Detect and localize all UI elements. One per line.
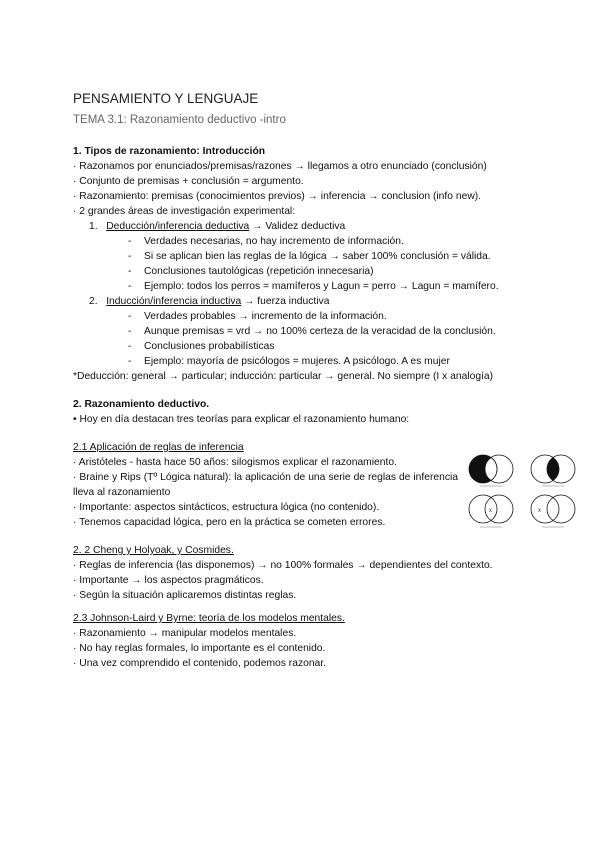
- bullet: · 2 grandes áreas de investigación experimental:: [73, 206, 296, 217]
- svg-text:x: x: [489, 508, 492, 514]
- list-item-induccion: 2. Inducción/inferencia inductiva → fuerza inductiva: [89, 296, 330, 307]
- deduccion-label: Deducción/inferencia deductiva: [106, 221, 250, 232]
- bullet: · Reglas de inferencia (las disponemos) → no 100% formales → dependientes del contexto.: [73, 560, 493, 571]
- sub-item: - Ejemplo: todos los perros = mamíferos y Lagun = perro → Lagun = mamífero.: [128, 281, 499, 292]
- venn-diagram-3: [469, 495, 513, 527]
- bullet: · Importante → los aspectos pragmáticos.: [73, 575, 264, 586]
- bullet: · Tenemos capacidad lógica, pero en la práctica se cometen errores.: [73, 517, 386, 528]
- svg-text:x: x: [538, 508, 541, 514]
- venn-diagram-1: [469, 455, 513, 486]
- list-item-deduccion: 1. Deducción/inferencia deductiva → Validez deductiva: [89, 221, 346, 232]
- venn-diagram-4: [531, 495, 575, 527]
- document-title: PENSAMIENTO Y LENGUAJE: [73, 91, 259, 106]
- note: *Deducción: general → particular; inducción: particular → general. No siempre (I x analogía): [73, 371, 494, 382]
- bullet: · Razonamiento → manipular modelos mentales.: [73, 628, 297, 639]
- bullet: · Razonamiento: premisas (conocimientos previos) → inferencia → conclusion (info new).: [73, 191, 482, 202]
- document-body: [73, 144, 543, 671]
- subsection-2-1-heading: 2.1 Aplicación de reglas de inferencia: [73, 442, 244, 453]
- sub-item: - Conclusiones tautológicas (repetición innecesaria): [128, 266, 374, 277]
- venn-diagram-2: [531, 455, 575, 486]
- document-subtitle: TEMA 3.1: Razonamiento deductivo -intro: [73, 114, 286, 126]
- bullet: · Según la situación aplicaremos distintas reglas.: [73, 590, 297, 601]
- induccion-label: Inducción/inferencia inductiva: [106, 296, 242, 307]
- section-1-heading: 1. Tipos de razonamiento: Introducción: [73, 146, 266, 157]
- bullet: · Razonamos por enunciados/premisas/razones → llegamos a otro enunciado (conclusión): [73, 161, 487, 172]
- sub-item: - Ejemplo: mayoría de psicólogos = mujeres. A psicólogo. A es mujer: [128, 356, 450, 367]
- bullet: · No hay reglas formales, lo importante es el contenido.: [73, 643, 326, 654]
- section-2-intro: • Hoy en día destacan tres teorías para explicar el razonamiento humano:: [73, 414, 410, 425]
- bullet: · Conjunto de premisas + conclusión = argumento.: [73, 176, 304, 187]
- sub-item: - Si se aplican bien las reglas de la lógica → saber 100% conclusión = válida.: [128, 251, 491, 262]
- bullet: · Aristóteles - hasta hace 50 años: silogismos explicar el razonamiento.: [73, 457, 397, 468]
- sub-item: - Verdades probables → incremento de la información.: [128, 311, 387, 322]
- bullet: · Una vez comprendido el contenido, podemos razonar.: [73, 658, 326, 669]
- sub-item: - Verdades necesarias, no hay incremento de información.: [128, 236, 404, 247]
- sub-item: - Conclusiones probabilísticas: [128, 341, 275, 352]
- bullet: · Braine y Rips (Tº Lógica natural): la aplicación de una serie de reglas de inferencia lleva al razonamiento: [73, 472, 458, 498]
- subsection-2-3-heading: 2.3 Johnson-Laird y Byrne: teoría de los modelos mentales.: [73, 613, 345, 624]
- sub-item: - Aunque premisas = vrd → no 100% certeza de la veracidad de la conclusión.: [128, 326, 496, 337]
- venn-diagrams-image: [466, 445, 586, 535]
- section-2-heading: 2. Razonamiento deductivo.: [73, 399, 210, 410]
- subsection-2-2-heading: 2. 2 Cheng y Holyoak, y Cosmides.: [73, 545, 234, 556]
- bullet: · Importante: aspectos sintácticos, estructura lógica (no contenido).: [73, 502, 380, 513]
